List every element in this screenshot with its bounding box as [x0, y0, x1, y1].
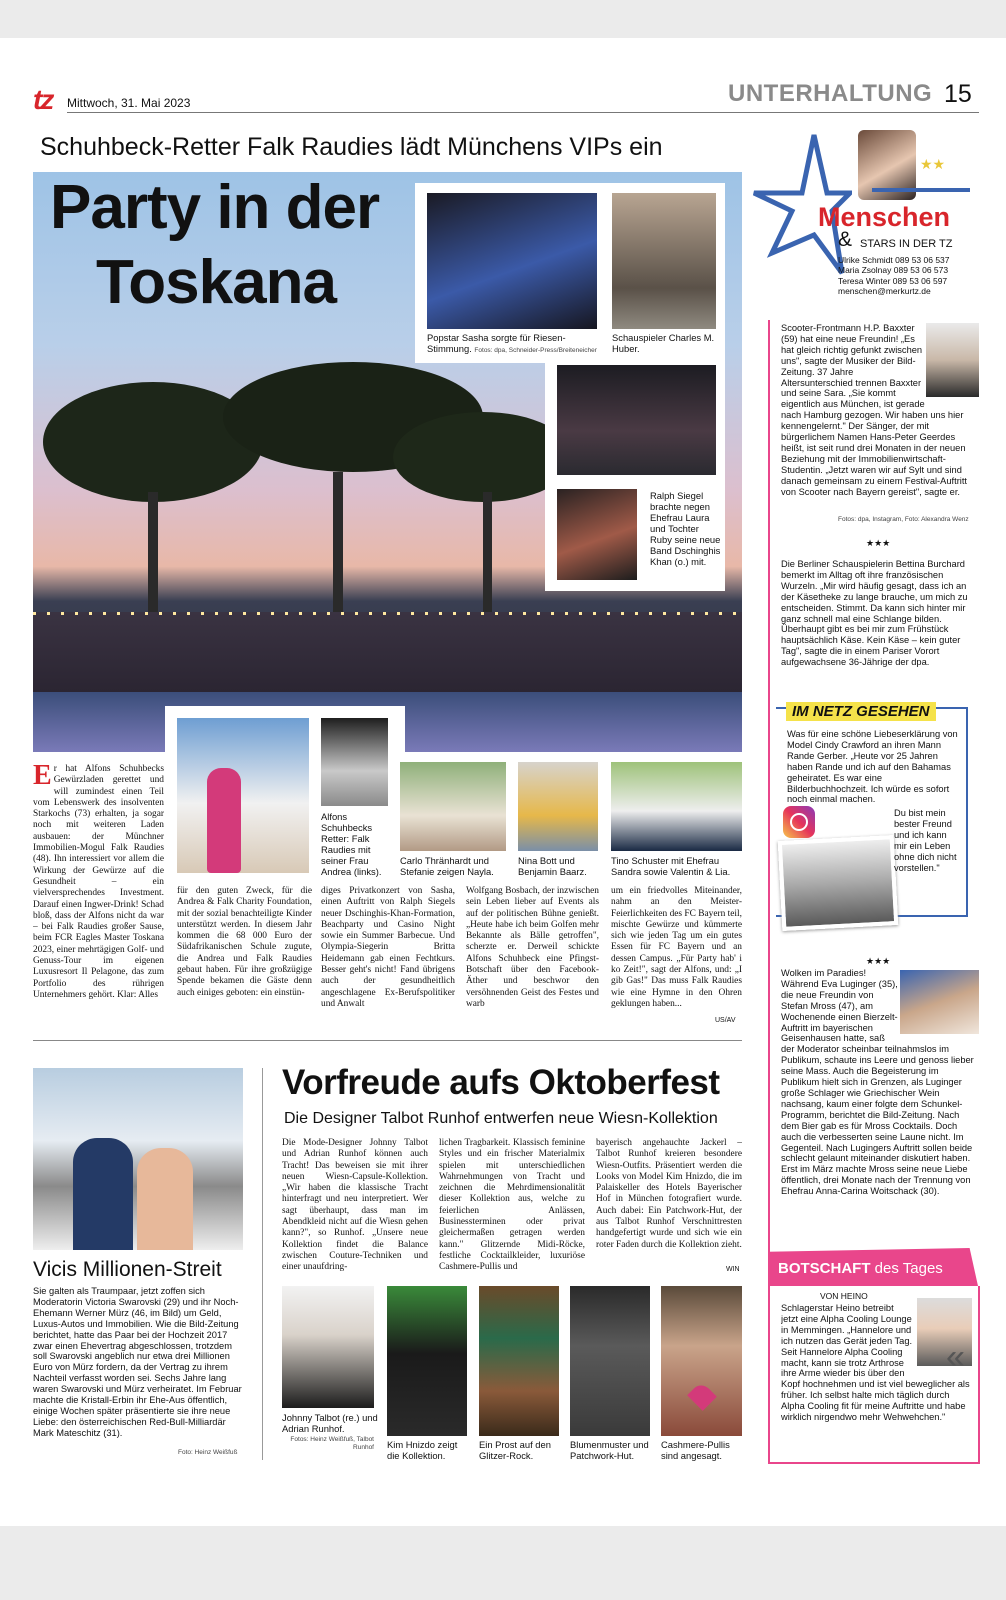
lead-headline-2: Toskana: [96, 248, 336, 317]
photo-glitzer-rock: [479, 1286, 559, 1436]
caption-schuster: Tino Schuster mit Ehefrau Sandra sowie Valentin & Lia.: [611, 855, 731, 877]
netz-text-1: Was für eine schöne Liebeserklärung von Model Cindy Crawford an ihren Mann Rande Gerber. „Heute vor 25 Jahren haben Rande und ich auf den Bahamas geheiratet. Es war eine Bilderbuchhochzeit. Ich würde es sofort noch einmal machen.: [787, 729, 958, 805]
photo-schuster: [611, 762, 742, 851]
caption-bott: Nina Bott und Benjamin Baarz.: [518, 855, 587, 877]
dress-figure: [137, 1148, 193, 1250]
instagram-icon: [783, 806, 815, 838]
menschen-subtitle: STARS IN DER TZ: [860, 238, 953, 250]
oktoberfest-col-3: bayerisch angehauchte Jackerl – Talbot Runhof kreieren besondere Wiesn-Outfits. Präsentiert werden die Looks von Model Kim Hnizdo, die im Palaiskeller des Hotels Bayerischer Hof in München fotografiert wurde. Auch dabei: Ein Patchwork-Hut, der aus Talbot Runhof Verschnittresten handgefertigt wurde und sich wie ein roter Faden durch die Kollektion zieht.: [596, 1138, 742, 1250]
menschen-baxxter: Scooter-Frontmann H.P. Baxxter (59) hat eine neue Freundin! „Es hat gleich richtig gefunkt zwischen uns", sagte der Musiker der Bild-Zeitung. 37 Jahre Altersunterschied trennen Baxxter und seine Sara. „Sie kommt eigentlich aus München, ist gerade nach Hamburg gezogen. Wir haben uns hier kennengelernt." Der Sänger, der mit bürgerlichem Namen Hans-Peter Geerdes heißt, ist seit rund drei Monaten in der neuen Beziehung mit der Immobilienwirtschaft-Studentin. „Jetzt waren wir auf Sylt und sind danach gemeinsam zu einem Festival-Auftritt von Scooter nach Bayern gereist", sagte er.: [781, 323, 979, 535]
oktoberfest-subhead: Die Designer Talbot Runhof entwerfen neue Wiesn-Kollektion: [284, 1110, 718, 1127]
pink-dress: [207, 768, 241, 873]
caption-thraenhardt: Carlo Thränhardt und Stefanie zeigen Nayla.: [400, 855, 494, 877]
photo-swarovski-muerz: [33, 1068, 243, 1250]
vicis-credit: Foto: Heinz Weißfuß: [178, 1449, 238, 1456]
vicis-text: Sie galten als Traumpaar, jetzt zoffen sich Moderatorin Victoria Swarovski (29) und ihr Noch-Ehemann Werner Mürz (46, im Bild) um Geld, Luxus-Autos und Immobilien. Wie die Bild-Zeitung berichtet, hatte das Paar bei der Hochzeit 2017 zwar einen Ehevertrag abgeschlossen, trotzdem soll Swarovski angeblich nur etwa drei Millionen Euro von Mürz fordern, da der Vertrag zu ihrem Nachteil verfasst worden sei. Sechs Jahre lang waren Swarovski und Mürz verheiratet. Im Februar machte die Kristall-Erbin ihr Ehe-Aus öffentlich, einige Wochen später präsentierte sie ihre neue Liebe: den österreichischen Red-Bull-Milliardär Mark Mateschitz (31).: [33, 1286, 242, 1438]
photo-bott: [518, 762, 598, 851]
menschen-contact-4: menschen@merkurtz.de: [838, 286, 931, 296]
lead-col-2: für den guten Zweck, für die Andrea & Falk Charity Foundation, mit der sozial benachteiligte Kinder unterstützt werden. In diesem Jahr kommen die 68 000 Euro der Südafrikanischen Schule zugute, die Andrea und Falk Raudies gebaut haben. Für ihre großzügige Spende bekamen die Gäste denn auch einiges geboten: ein einstün-: [177, 886, 312, 998]
menschen-burchard: Die Berliner Schauspielerin Bettina Burchard bemerkt im Alltag oft ihre französischen Wurzeln. „Mir wird häufig gesagt, dass ich an der Käsetheke zu lange brauche, um mich zu entscheiden. Stimmt. Da kann sich hinter mir ganz schnell mal eine Schlange bilden. Überhaupt gibt es bei mir zum Frühstück hauptsächlich Käse. Kein Käse – kein guter Tag", sagte die in einem Pariser Vorort aufgewachsene 36-Jährige der dpa.: [781, 559, 968, 668]
instagram-lens: [790, 813, 808, 831]
photo-schuhbeck: [321, 718, 388, 806]
menschen-contact-2: Maria Zsolnay 089 53 06 573: [838, 265, 949, 275]
luginger-text-wrap: [899, 968, 979, 1034]
oktoberfest-headline: Vorfreude aufs Oktoberfest: [282, 1063, 720, 1102]
caption-sasha: Popstar Sasha sorgte für Riesen-Stimmung. Fotos: dpa, Schneider-Press/Breiteneicher: [427, 332, 597, 354]
newspaper-page: [0, 38, 1006, 1526]
menschen-contact-1: Ulrike Schmidt 089 53 06 537: [838, 255, 950, 265]
lead-author: US/AV: [715, 1017, 736, 1024]
menschen-ampersand: &: [838, 228, 853, 251]
baxxter-text-wrap: [927, 323, 979, 401]
photo-sasha: [427, 193, 597, 329]
lead-col-5: um ein friedvolles Miteinander, nahm an den Meister-Feierlichkeiten des FC Bayern teil, mischte Gewürze und kümmerte sich wie jeden Tag um ein gutes Essen für FC Bayern und an dessen Campus. „Für Party hab' i ko Zeit!", sagt der Alfons, und: „I gib Gas!" Das muss Falk Raudies wie eine Hymne in den Ohren geklungen haben...: [611, 886, 742, 1009]
photo-talbot-runhof: [282, 1286, 374, 1408]
menschen-luginger: Wolken im Paradies! Während Eva Luginger (35), die neue Freundin von Stefan Mross (47), am Wochenende einen Bierzelt-Auftritt im bayerischen Geisenhausen hatte, saß der Moderator scheinbar teilnahmslos im Publikum, schaute ins Leere und genoss lieber seine Mass. Auch die Begeisterung im Publikum hielt sich in Grenzen, als Luginger große Schlager wie Griechischer Wein nachsang, kaum einer folgte dem Schunkel-Programm, berichtet die Bild-Zeitung. Nach dem Bier gab es für Mross Cocktails. Doch auch die verbesserten seine Laune nicht. Im Gegenteil. Nach Lugingers Auftritt sollen beide schlecht gelaunt miteinander diskutiert haben. Erst im März machte Mross seine neue Liebe öffentlich, drei Monate nach der Trennung von Ehefrau Anna-Carina Woitschack (30).: [781, 968, 979, 1220]
caption-huber: Schauspieler Charles M. Huber.: [612, 332, 715, 354]
drop-cap: E: [33, 764, 52, 791]
menschen-bar: [872, 188, 970, 192]
gold-stars-icon: ★★: [920, 156, 946, 172]
baxxter-credit: Fotos: dpa, Instagram, Foto: Alexandra Wenz: [838, 516, 969, 523]
tree-trunk: [148, 492, 158, 632]
caption-kim: Kim Hnizdo zeigt die Kollektion.: [387, 1439, 458, 1461]
vicis-headline: Vicis Millionen-Streit: [33, 1258, 222, 1281]
photo-raudies-couple: [177, 718, 309, 873]
section-divider: [33, 1040, 742, 1041]
column-rule: [262, 1068, 263, 1460]
divider-stars: ★★★: [866, 538, 891, 548]
photo-thraenhardt: [400, 762, 506, 851]
menschen-contact-3: Teresa Winter 089 53 06 597: [838, 276, 948, 286]
lead-headline-1: Party in der: [50, 173, 380, 242]
lead-col-4: Wolfgang Bosbach, der inzwischen sein Leben lieber auf Events als auf der politischen Bühne genießt. „Heute habe ich beim Golfen mehr Bekannte als Bälle getroffen", scherzte er. Derweil schickte Alfons Schuhbeck eine Pfingst-Botschaft über den Facebook-Äther und beschwor den versöhnenden Geist des Festes und warb: [466, 886, 599, 1009]
heino-text-wrap: [913, 1303, 971, 1369]
string-lights: [33, 612, 742, 615]
caption-schuhbeck: Alfons Schuhbecks Retter: Falk Raudies mit seiner Frau Andrea (links).: [321, 811, 382, 877]
oktoberfest-col-2: lichen Tragbarkeit. Klassisch feminine Styles und ein frischer Materialmix spielen mit unterschiedlichen Wahrnehmungen von Tracht und zeichnen die Mehrdimensionalität dieser Kollektion aus, welche zu feierlichen Anlässen, Businessterminen oder privat gleichermaßen getragen werden kann." Glitzernde Midi-Röcke, festliche Cocktailkleider, luxuriöse Cashmere-Pullis und: [439, 1138, 585, 1273]
photo-siegel-family: [557, 489, 637, 580]
issue-date: Mittwoch, 31. Mai 2023: [67, 96, 191, 110]
photo-crawford-gerber: [778, 835, 899, 931]
heart-bag-icon: [687, 1381, 717, 1411]
botschaft-from: VON HEINO: [820, 1291, 868, 1301]
caption-cashmere: Cashmere-Pullis sind angesagt.: [661, 1439, 730, 1461]
credit-designers: Fotos: Heinz Weißfuß, Talbot Runhof: [290, 1436, 374, 1451]
photo-dschinghis-khan: [557, 365, 716, 475]
oktoberfest-author: WIN: [726, 1266, 740, 1273]
netz-text-2: Du bist mein bester Freund und ich kann mir ein Leben ohne dich nicht vorstellen.": [894, 808, 957, 873]
caption-prost: Ein Prost auf den Glitzer-Rock.: [479, 1439, 551, 1461]
header-rule: [67, 112, 979, 113]
party-crowd: [33, 612, 742, 692]
quote-marks-icon: «: [946, 1338, 965, 1376]
botschaft-title: BOTSCHAFT des Tages: [778, 1260, 943, 1277]
suit-figure: [73, 1138, 133, 1250]
photo-huber: [612, 193, 716, 329]
botschaft-text: Schlagerstar Heino betreibt jetzt eine Alpha Cooling Lounge in Memmingen. „Hannelore und ich nutzen das Gerät jeden Tag. Seit Hannelore Alpha Cooling macht, kann sie trotz Arthrose ihre Arme wieder bis über den Kopf hochnehmen und ist viel beweglicher als früher. Ich selbst halte mich täglich durch Alpha Cooling fit für meine Auftritte und habe wirklich nirgendwo mehr Wehwehchen.": [781, 1303, 970, 1423]
page-number: 15: [944, 80, 972, 108]
caption-blumen: Blumenmuster und Patchwork-Hut.: [570, 1439, 649, 1461]
menschen-title: Menschen: [818, 202, 951, 232]
oktoberfest-col-1: Die Mode-Designer Johnny Talbot und Adrian Runhof können auch Tracht! Das beweisen sie mit ihrer neuen Wiesn-Capsule-Kollektion. „Wir haben die klassische Tracht hinterfragt und neu interpretiert. Wer sagt überhaupt, dass man im Abendkleid nicht auf die Wiesn gehen kann?", so Runhof. „Unsere neue Kollektion findet die Balance zwischen Couture-Techniken und einer unaufdring-: [282, 1138, 428, 1273]
caption-siegel: Ralph Siegel brachte negen Ehefrau Laura und Tochter Ruby seine neue Band Dschinghis Khan (o.) mit.: [650, 490, 721, 567]
photo-patchwork-hut: [570, 1286, 650, 1436]
tz-logo: tz: [33, 84, 53, 115]
lead-col-1: Er hat Alfons Schuhbecks Gewürzladen gerettet und will zumindest einen Teil vom Lebenswerk des insolventen Starkochs (73) erhalten, ja sogar noch mit weiteren Laden ausbauen: der Münchner Immobilien-Mogul Falk Raudies (48). Ihn interessiert vor allem die Wirkung der Gewürze auf die Gesundheit – ein vielversprechendes Investment. Darauf einen Ingwer-Drink! Schad bloß, dass der Alfons nicht da war – bei Falk Raudies großer Sause, beim FCR Eagles Master Toskana 2023, einer mehrtägigen Golf- und Genuss-Tour im eigenen Luxusresort Il Pelagone, das zum Portfolio des rührigen Unternehmers gehört. Klar: Alles: [33, 764, 164, 1000]
photo-kim-hnizdo: [387, 1286, 467, 1436]
section-title: UNTERHALTUNG: [728, 80, 933, 107]
photo-cashmere: [661, 1286, 742, 1436]
lead-kicker: Schuhbeck-Retter Falk Raudies lädt Münchens VIPs ein: [40, 133, 663, 161]
netz-title: IM NETZ GESEHEN: [786, 702, 936, 721]
lead-col-3: diges Privatkonzert von Sasha, einen Auftritt von Ralph Siegels neuer Dschinghis-Khan-Formation, Beachparty und Casino Night sowie ein Summer Barbecue. Und Olympia-Siegerin Britta Heidemann gab einen Fechtkurs. Besser geht's nicht! Fand übrigens auch der gesundheitlich angeschlagene Ex-Berufspolitiker und Anwalt: [321, 886, 455, 1009]
divider-stars: ★★★: [866, 956, 891, 966]
caption-designers: Johnny Talbot (re.) und Adrian Runhof.: [282, 1412, 378, 1434]
